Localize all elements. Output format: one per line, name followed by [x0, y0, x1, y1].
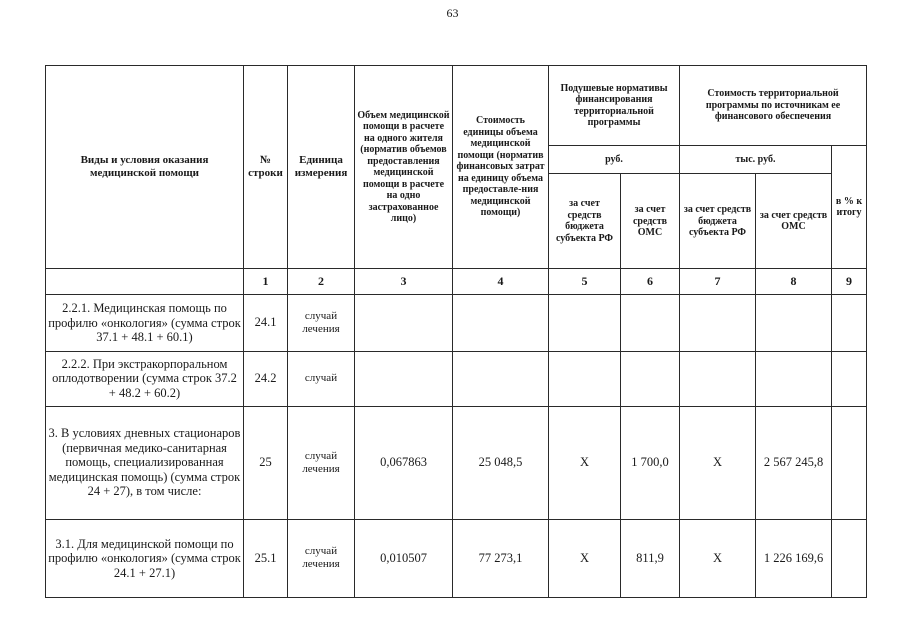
header-per-capita-norms: Подушевые нормативы финансирования территориальной программы: [549, 66, 680, 146]
row-budget-thousand: Х: [680, 406, 756, 519]
row-cost-per-unit: [453, 351, 549, 406]
row-name: 3. В условиях дневных стационаров (первичная медико-санитарная помощь, специализированная медицинская помощь) (сумма строк 24 + 27), в том числе:: [46, 406, 244, 519]
table-row: [46, 351, 867, 406]
row-oms-thousand: 1 226 169,6: [756, 519, 832, 597]
row-cost-per-unit: 25 048,5: [453, 406, 549, 519]
row-budget-rub: Х: [549, 519, 621, 597]
header-budget-rub: за счет средств бюджета субъекта РФ: [549, 174, 621, 269]
row-oms-rub: 811,9: [621, 519, 680, 597]
row-budget-thousand: Х: [680, 519, 756, 597]
row-percent: [832, 351, 867, 406]
column-number-blank: [46, 269, 244, 295]
row-oms-thousand: [756, 351, 832, 406]
header-cost-per-unit: Стоимость единицы объема медицинской помощи (норматив финансовых затрат на единицу объема предоставле-ния медицинской помощи): [453, 66, 549, 269]
row-oms-rub: [621, 351, 680, 406]
row-percent: [832, 406, 867, 519]
row-oms-rub: [621, 295, 680, 351]
page-number: 63: [446, 6, 459, 20]
row-volume: 0,010507: [355, 519, 453, 597]
header-percent: в % к итогу: [832, 146, 867, 269]
row-line-number: 24.1: [244, 295, 288, 351]
column-number: 5: [549, 269, 621, 295]
column-number: 1: [244, 269, 288, 295]
row-line-number: 25.1: [244, 519, 288, 597]
row-unit: случай: [288, 351, 355, 406]
column-number: 7: [680, 269, 756, 295]
row-name: 2.2.1. Медицинская помощь по профилю «онкология» (сумма строк 37.1 + 48.1 + 60.1): [46, 295, 244, 351]
row-line-number: 24.2: [244, 351, 288, 406]
header-program-cost: Стоимость территориальной программы по источникам ее финансового обеспечения: [680, 66, 867, 146]
row-volume: [355, 295, 453, 351]
table-row: [46, 406, 867, 519]
column-number: 9: [832, 269, 867, 295]
financing-table: [45, 65, 867, 598]
table-row: [46, 295, 867, 351]
row-budget-thousand: [680, 295, 756, 351]
column-number: 4: [453, 269, 549, 295]
row-unit: случай лечения: [288, 295, 355, 351]
header-oms-rub: за счет средств ОМС: [621, 174, 680, 269]
header-unit-rub: руб.: [549, 146, 680, 174]
row-oms-rub: 1 700,0: [621, 406, 680, 519]
row-budget-rub: [549, 295, 621, 351]
row-volume: 0,067863: [355, 406, 453, 519]
row-oms-thousand: [756, 295, 832, 351]
header-types: Виды и условия оказания медицинской помощи: [46, 66, 244, 269]
row-cost-per-unit: [453, 295, 549, 351]
column-number: 6: [621, 269, 680, 295]
row-unit: случай лечения: [288, 519, 355, 597]
header-oms-thousand: за счет средств ОМС: [756, 174, 832, 269]
row-cost-per-unit: 77 273,1: [453, 519, 549, 597]
header-unit: Единица измерения: [288, 66, 355, 269]
row-budget-rub: [549, 351, 621, 406]
row-unit: случай лечения: [288, 406, 355, 519]
row-name: 2.2.2. При экстракорпоральном оплодотворении (сумма строк 37.2 + 48.2 + 60.2): [46, 351, 244, 406]
row-oms-thousand: 2 567 245,8: [756, 406, 832, 519]
row-budget-rub: Х: [549, 406, 621, 519]
row-volume: [355, 351, 453, 406]
header-line-number: № строки: [244, 66, 288, 269]
row-percent: [832, 519, 867, 597]
row-line-number: 25: [244, 406, 288, 519]
header-volume: Объем медицинской помощи в расчете на одного жителя (норматив объемов предоставления медицинской помощи в расчете на одно застрахованное лицо): [355, 66, 453, 269]
header-unit-thousand-rub: тыс. руб.: [680, 146, 832, 174]
row-percent: [832, 295, 867, 351]
row-name: 3.1. Для медицинской помощи по профилю «онкология» (сумма строк 24.1 + 27.1): [46, 519, 244, 597]
column-number: 8: [756, 269, 832, 295]
column-number: 2: [288, 269, 355, 295]
row-budget-thousand: [680, 351, 756, 406]
column-number: 3: [355, 269, 453, 295]
header-budget-thousand: за счет средств бюджета субъекта РФ: [680, 174, 756, 269]
table-row: [46, 519, 867, 597]
